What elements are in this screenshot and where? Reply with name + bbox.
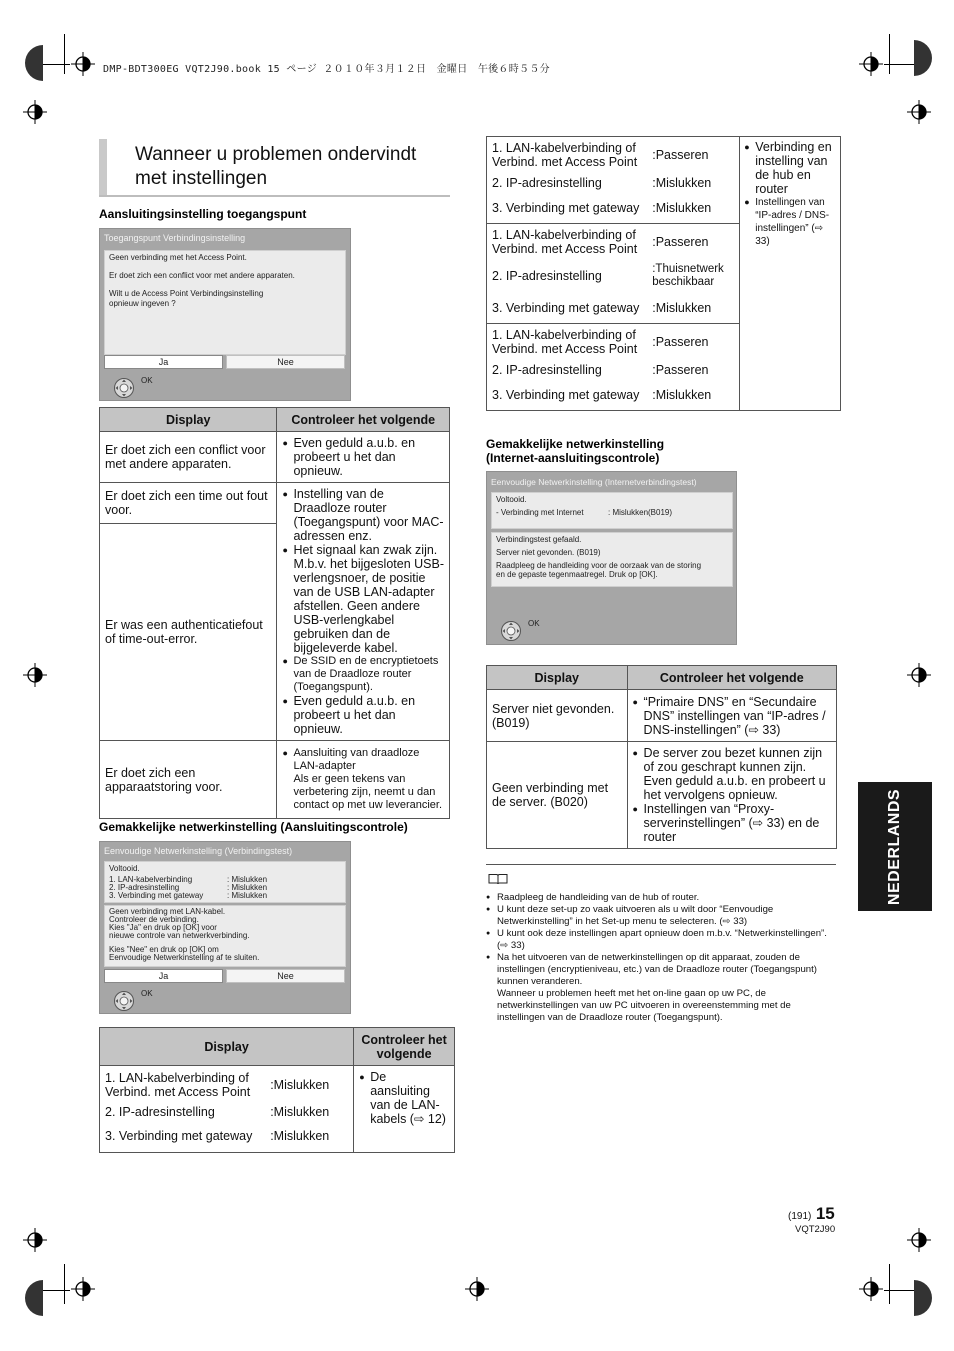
table-row: 1. LAN-kabelverbinding of Verbind. met Access Point :Mislukken 2. IP-adresinstelling :Mislukken 3. Verbinding met gateway :Mislukken ● De aansluiting van de LAN-kabels (⇨ 12) xyxy=(100,1066,455,1153)
yes-button[interactable]: Ja xyxy=(104,355,223,369)
registration-mark-icon xyxy=(859,52,883,76)
registration-mark-icon xyxy=(859,1277,883,1301)
table-row: 1. LAN-kabelverbinding of Verbind. met Access Point :Passeren 2. IP-adresinstelling :Passeren 3. Verbinding met gateway :Mislukken xyxy=(487,324,841,411)
page-number: (191) 15 xyxy=(788,1204,835,1223)
title-accent-bar xyxy=(99,139,107,196)
col-check-header: Controleer het volgende xyxy=(354,1028,455,1066)
table-row: Server niet gevonden. (B019) ● “Primaire DNS” en “Secundaire DNS” instellingen van “IP-adres / DNS-instellingen” (⇨ 33) xyxy=(487,690,837,742)
screen-title: Eenvoudige Netwerkinstelling (Verbindingstest) xyxy=(104,846,293,856)
table-row: 1. LAN-kabelverbinding of Verbind. met Access Point :Passeren 2. IP-adresinstelling :Thuisnetwerk beschikbaar 3. Verbinding met gateway :Mislukken xyxy=(487,224,841,324)
registration-mark-icon xyxy=(71,1277,95,1301)
screen-message-panel: Verbindingstest gefaald. Server niet gevonden. (B019) Raadpleeg de handleiding voor de oorzaak van de storing en de gepaste tegenmaatregel. Druk op [OK]. xyxy=(491,532,733,587)
registration-mark-icon xyxy=(907,663,931,687)
language-tab: NEDERLANDS xyxy=(858,782,932,911)
access-point-table xyxy=(99,407,450,819)
no-button[interactable]: Nee xyxy=(226,355,345,369)
registration-mark-icon xyxy=(71,52,95,76)
conn-test-heading: Gemakkelijke netwerkinstelling (Aansluitingscontrole) xyxy=(99,820,408,834)
col-check-header: Controleer het volgende xyxy=(277,408,450,432)
registration-mark-icon xyxy=(465,1277,489,1301)
yes-button[interactable]: Ja xyxy=(104,969,223,983)
note-item: ● U kunt ook deze instellingen apart opnieuw doen m.b.v. “Netwerkinstellingen”. (⇨ 33) xyxy=(486,928,831,952)
screen-title: Eenvoudige Netwerkinstelling (Internetverbindingstest) xyxy=(491,477,697,487)
table-row: 1. LAN-kabelverbinding of Verbind. met Access Point :Passeren 2. IP-adresinstelling :Mislukken 3. Verbinding met gateway :Mislukken ● Verbinding en instelling van de hub en router ● Instellingen van “IP-adres / DNS-instellingen” (⇨ 33) xyxy=(487,137,841,224)
table-row: Er doet zich een apparaatstoring voor. ● Aansluiting van draadloze LAN-adapter Als er geen tekens van verbetering zijn, neemt u dan contact op met uw leverancier. xyxy=(100,741,450,819)
table-row: Er doet zich een conflict voor met andere apparaten. ● Even geduld a.u.b. en probeert u het dan opnieuw. xyxy=(100,432,450,483)
ok-label: OK xyxy=(141,376,153,385)
result-combinations-table xyxy=(486,136,841,411)
book-header-line: DMP-BDT300EG VQT2J90.book 15 ページ ２０１０年３月１２日 金曜日 午後６時５５分 xyxy=(103,64,550,75)
access-point-heading: Aansluitingsinstelling toegangspunt xyxy=(99,207,307,221)
book-icon xyxy=(488,873,508,885)
note-item: ● U kunt deze set-up zo vaak uitvoeren als u wilt door “Eenvoudige Netwerkinstelling” in het Set-up menu te selecteren. (⇨ 33) xyxy=(486,904,831,928)
remote-ok-icon xyxy=(113,377,135,399)
notes-divider xyxy=(486,864,836,865)
table-row: Er doet zich een time out fout voor. ● Instelling van de Draadloze router (Toegangspunt) voor MAC-adressen enz. ● Het signaal kan zwak zijn. M.b.v. het bijgesloten USB-verlengsnoer, de positie van de USB LAN-adapter afstellen. Geen andere USB-verlengkabel gebruiken dan de bijgeleverde kabel. ● De SSID en de encryptietoets van de Draadloze router (Toegangspunt). ● Even geduld a.u.b. en probeert u het dan opnieuw. xyxy=(100,483,450,524)
page-title: Wanneer u problemen ondervindt met instellingen xyxy=(135,144,417,189)
ok-label: OK xyxy=(141,989,153,998)
screen-title: Toegangspunt Verbindingsinstelling xyxy=(104,233,246,243)
screen-result-panel: Voltooid. - Verbinding met Internet : Mislukken(B019) xyxy=(491,492,733,529)
col-display-header: Display xyxy=(100,408,277,432)
col-check-header: Controleer het volgende xyxy=(627,666,836,690)
remote-ok-icon xyxy=(113,990,135,1012)
model-code: VQT2J90 xyxy=(795,1224,836,1235)
screen-message-panel: Geen verbinding met het Access Point. Er doet zich een conflict voor met andere apparaten. Wilt u de Access Point Verbindingsinstelling opnieuw ingeven ? xyxy=(104,250,346,355)
notes-list xyxy=(486,892,831,1024)
ok-label: OK xyxy=(528,619,540,628)
registration-mark-icon xyxy=(907,1228,931,1252)
no-button[interactable]: Nee xyxy=(226,969,345,983)
internet-test-heading: Gemakkelijke netwerkinstelling (Internet-aansluitingscontrole) xyxy=(486,437,665,465)
title-rule xyxy=(99,195,450,197)
internet-test-screen xyxy=(486,471,737,645)
registration-mark-icon xyxy=(907,100,931,124)
screen-message-panel: Geen verbinding met LAN-kabel. Controleer de verbinding. Kies "Ja" en druk op [OK] voor nieuwe controle van netwerkverbinding. Kies "Nee" en druk op [OK] om Eenvoudige Netwerkinstelling af te sluiten. xyxy=(104,905,346,967)
internet-test-table xyxy=(486,665,837,849)
note-item: ● Raadpleeg de handleiding van de hub of router. xyxy=(486,892,831,904)
note-item: ● Na het uitvoeren van de netwerkinstellingen op dit apparaat, zouden de instellingen (encryptieniveau, etc.) van de Draadloze router (Toegangspunt) kunnen veranderen. Wanneer u problemen heeft met het on-line gaan op uw PC, de netwerkinstellingen van uw PC uitvoeren in overeenstemming met de instellingen van de Draadloze router (Toegangspunt). xyxy=(486,952,831,1024)
col-display-header: Display xyxy=(100,1028,354,1066)
table-row: Er was een authenticatiefout of time-out-error. xyxy=(100,523,450,741)
conn-test-screen xyxy=(99,841,351,1014)
remote-ok-icon xyxy=(500,620,522,642)
conn-test-table xyxy=(99,1027,455,1153)
registration-mark-icon xyxy=(23,1228,47,1252)
table-row: Geen verbinding met de server. (B020) ● De server zou bezet kunnen zijn of zou geschrapt kunnen zijn. Even geduld a.u.b. en probeert u het vervolgens opnieuw. ● Instellingen van “Proxy-serverinstellingen” (⇨ 33) en de router xyxy=(487,742,837,849)
registration-mark-icon xyxy=(23,663,47,687)
screen-result-panel: Voltooid. 1. LAN-kabelverbinding 2. IP-adresinstelling 3. Verbinding met gateway : Mislukken : Mislukken : Mislukken xyxy=(104,861,346,903)
col-display-header: Display xyxy=(487,666,628,690)
registration-mark-icon xyxy=(23,100,47,124)
access-point-screen xyxy=(99,228,351,401)
